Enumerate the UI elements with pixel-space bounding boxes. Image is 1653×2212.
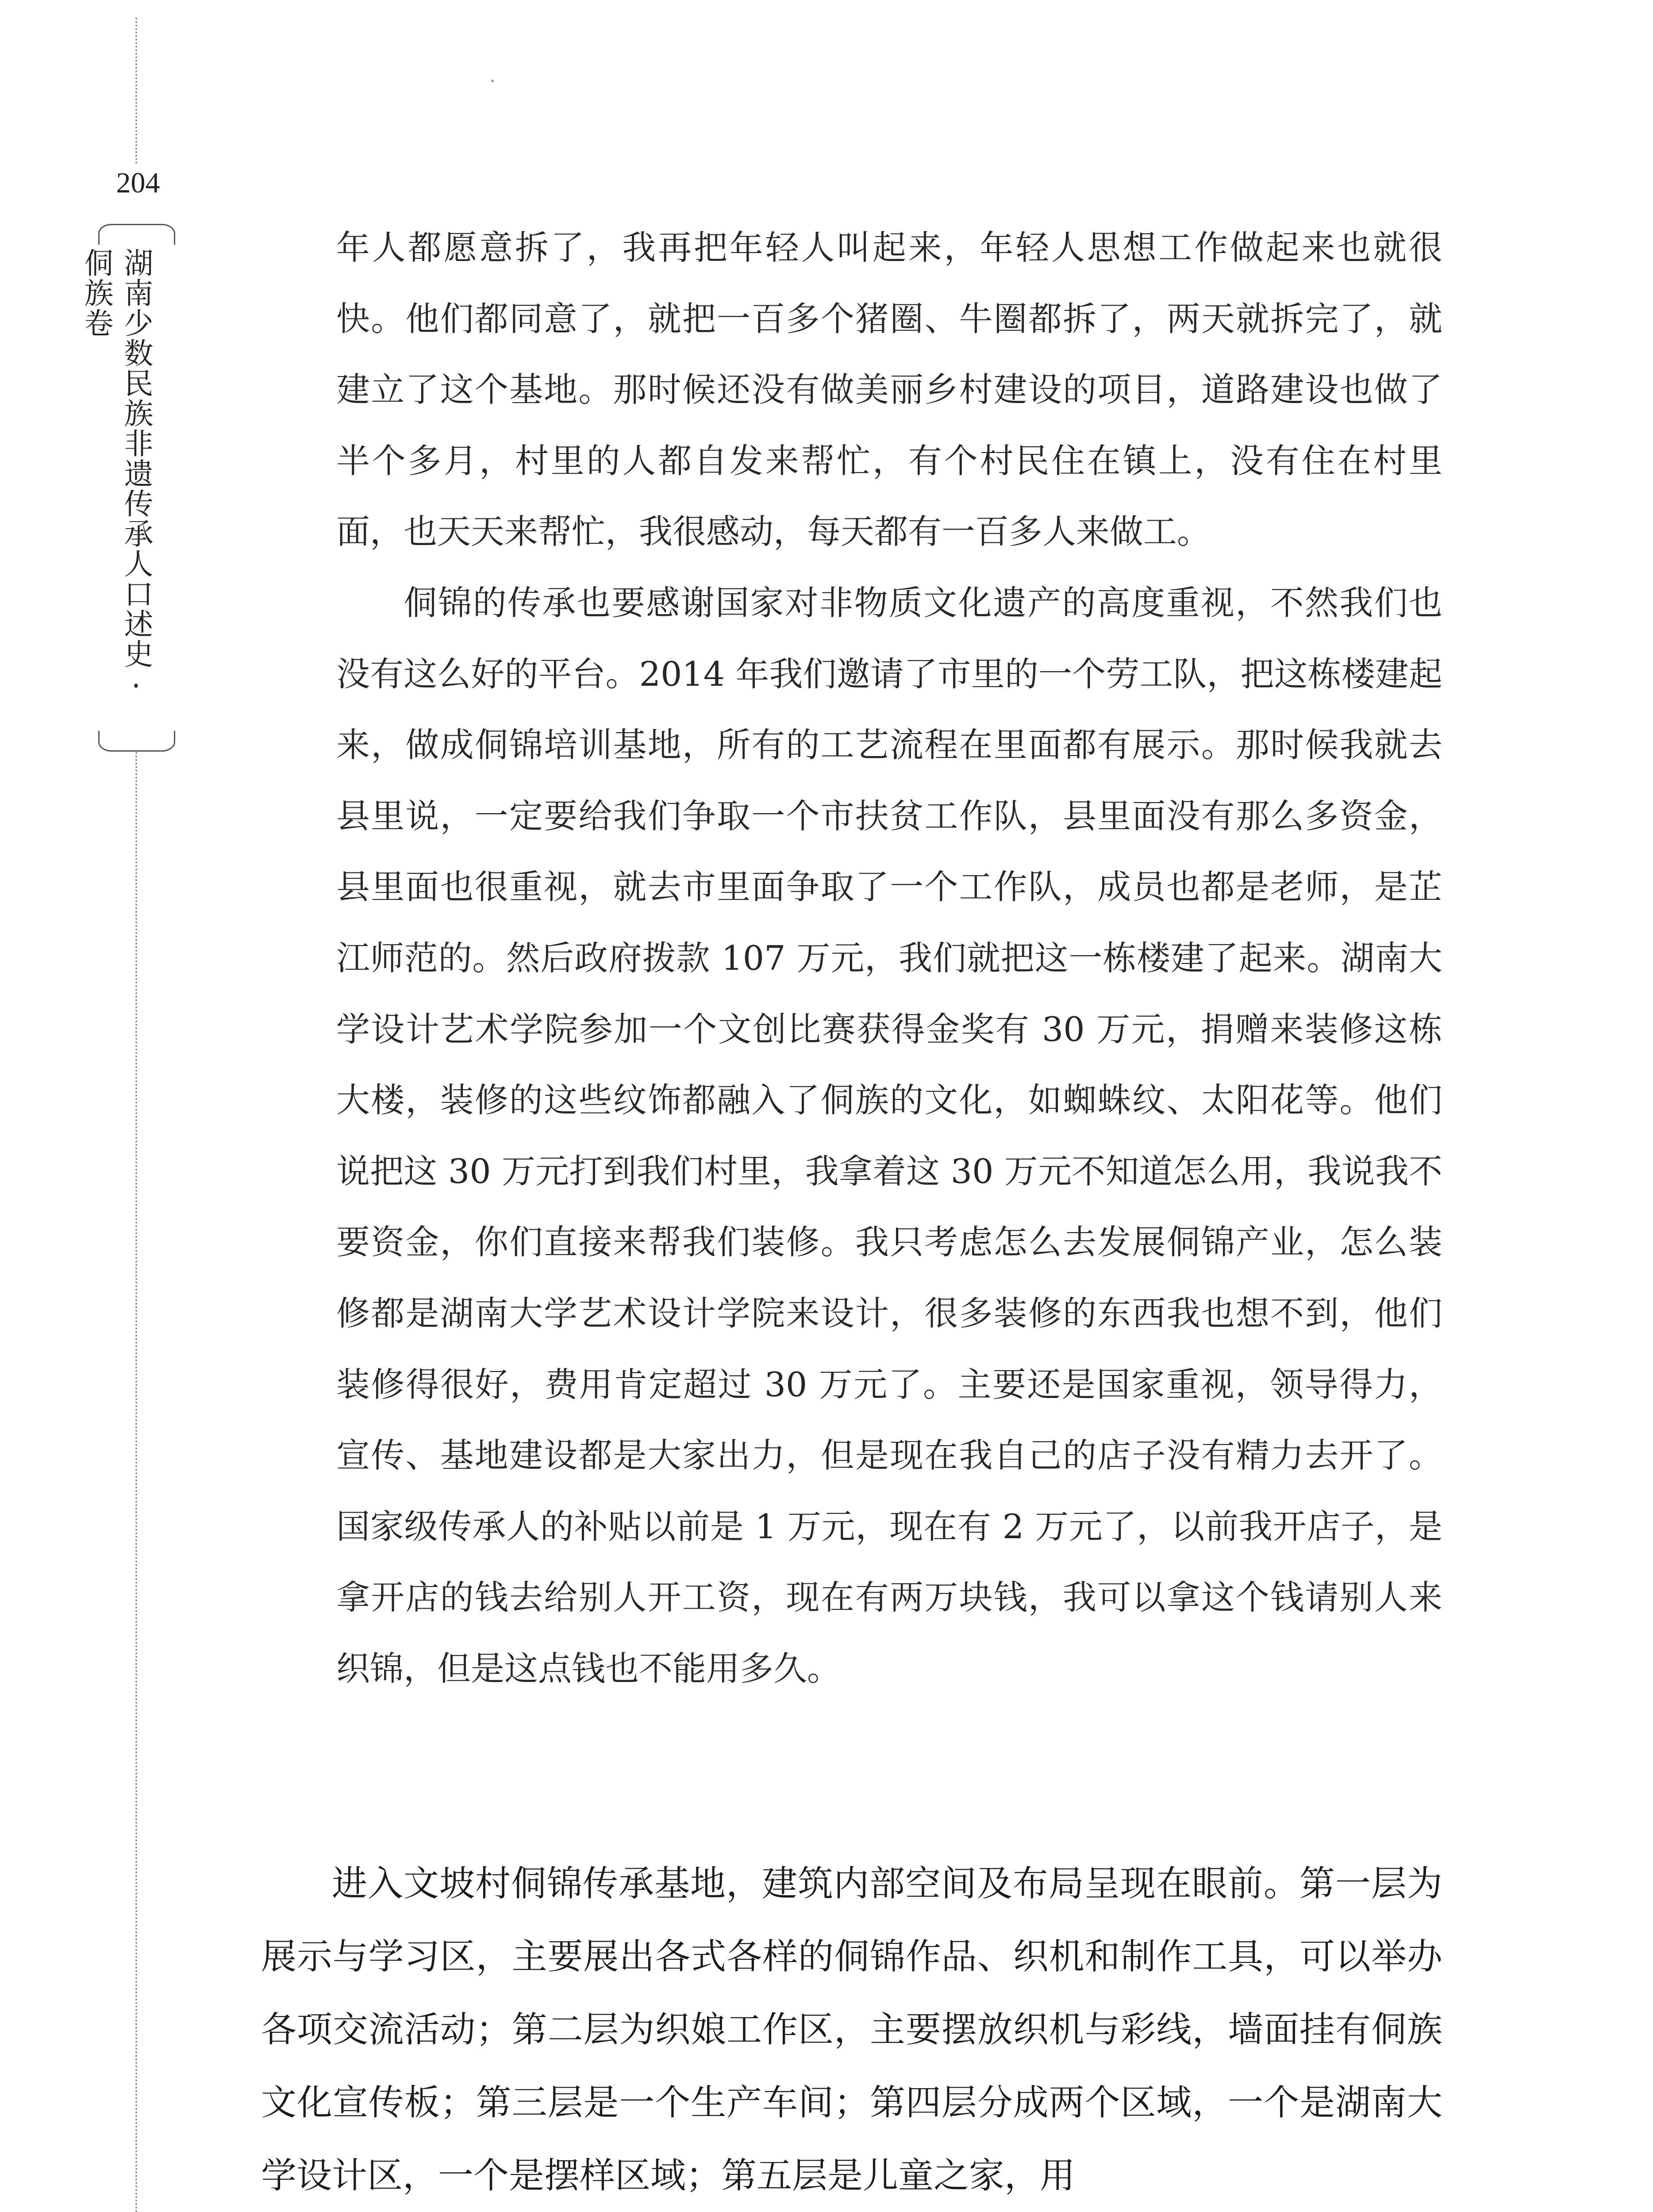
narrative-block xyxy=(261,1847,1442,2212)
interview-quote-block xyxy=(336,212,1442,1704)
margin-rule-top xyxy=(135,18,137,164)
quote-paragraph-2: 侗锦的传承也要感谢国家对非物质文化遗产的高度重视，不然我们也没有这么好的平台。2014 年我们邀请了市里的一个劳工队，把这栋楼建起来，做成侗锦培训基地，所有的工艺流程在里面都有展示。那时候我就去县里说，一定要给我们争取一个市扶贫工作队，县里面没有那么多资金，县里面也很重视，就去市里面争取了一个工作队，成员也都是老师，是芷江师范的。然后政府拨款 107 万元，我们就把这一栋楼建了起来。湖南大学设计艺术学院参加一个文创比赛获得金奖有 30 万元，捐赠来装修这栋大楼，装修的这些纹饰都融入了侗族的文化，如蜘蛛纹、太阳花等。他们说把这 30 万元打到我们村里，我拿着这 30 万元不知道怎么用，我说我不要资金，你们直接来帮我们装修。我只考虑怎么去发展侗锦产业，怎么装修都是湖南大学艺术设计学院来设计，很多装修的东西我也想不到，他们装修得很好，费用肯定超过 30 万元了。主要还是国家重视，领导得力，宣传、基地建设都是大家出力，但是现在我自己的店子没有精力去开了。国家级传承人的补贴以前是 1 万元，现在有 2 万元了，以前我开店子，是拿开店的钱去给别人开工资，现在有两万块钱，我可以拿这个钱请别人来织锦，但是这点钱也不能用多久。 xyxy=(336,583,1442,1688)
quote-paragraph-1: 年人都愿意拆了，我再把年轻人叫起来，年轻人思想工作做起来也就很快。他们都同意了，就把一百多个猪圈、牛圈都拆了，两天就拆完了，就建立了这个基地。那时候还没有做美丽乡村建设的项目，道路建设也做了半个多月，村里的人都自发来帮忙，有个村民住在镇上，没有住在村里面，也天天来帮忙，我很感动，每天都有一百多人来做工。 xyxy=(336,228,1442,552)
title-bracket-bottom xyxy=(98,731,175,752)
print-speck xyxy=(491,80,494,82)
running-head-book-title: 湖南少数民族非遗传承人口述史·侗族卷 xyxy=(79,248,153,704)
page-number: 204 xyxy=(116,167,160,199)
title-bracket-top xyxy=(98,224,175,245)
narrative-paragraph: 进入文坡村侗锦传承基地，建筑内部空间及布局呈现在眼前。第一层为展示与学习区，主要展出各式各样的侗锦作品、织机和制作工具，可以举办各项交流活动；第二层为织娘工作区，主要摆放织机与彩线，墙面挂有侗族文化宣传板；第三层是一个生产车间；第四层分成两个区域，一个是湖南大学设计区，一个是摆样区域；第五层是儿童之家，用 xyxy=(261,1863,1442,2196)
margin-rule-bottom xyxy=(135,752,137,2212)
